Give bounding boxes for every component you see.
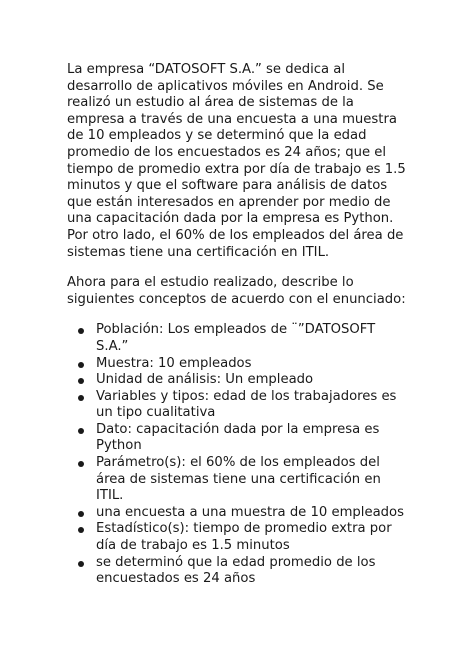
list-item-text: Dato: capacitación dada por la empresa es Python (96, 421, 380, 454)
list-item-text: Parámetro(s): el 60% de los empleados del área de sistemas tiene una certificación en ITIL. (96, 455, 381, 504)
bullet-icon (78, 395, 84, 401)
instruction-paragraph: Ahora para el estudio realizado, describe lo siguientes conceptos de acuerdo con el enunciado: (67, 275, 406, 307)
list-item (96, 422, 409, 455)
bullet-icon (78, 428, 84, 434)
bullet-icon (78, 561, 84, 567)
list-item-text: se determinó que la edad promedio de los encuestados es 24 años (96, 554, 376, 587)
bullet-icon (78, 511, 84, 517)
document-page (67, 62, 409, 588)
list-item-text: Muestra: 10 empleados (96, 355, 252, 371)
list-item (96, 455, 409, 505)
concepts-list (67, 322, 409, 588)
bullet-icon (78, 362, 84, 368)
list-item-text: Estadístico(s): tiempo de promedio extra por día de trabajo es 1.5 minutos (96, 521, 392, 554)
list-item-text: Variables y tipos: edad de los trabajadores es un tipo cualitativa (96, 388, 397, 421)
intro-paragraph: La empresa “DATOSOFT S.A.” se dedica al desarrollo de aplicativos móviles en Android. Se realizó un estudio al área de sistemas de la empresa a través de una encuesta a una muestra de 10 empleados y se determinó que la edad promedio de los encuestados es 24 años; que el tiempo de promedio extra por día de trabajo es 1.5 minutos y que el software para análisis de datos que están interesados en aprender por medio de una capacitación dada por la empresa es Python. Por otro lado, el 60% de los empleados del área de sistemas tiene una certificación en ITIL. (67, 62, 406, 260)
list-item (96, 555, 409, 588)
list-item (96, 389, 409, 422)
list-item-text: una encuesta a una muestra de 10 empleados (96, 504, 404, 520)
bullet-icon (78, 378, 84, 384)
list-item (96, 521, 409, 554)
bullet-icon (78, 461, 84, 467)
list-item (96, 505, 409, 522)
list-item-text: Unidad de análisis: Un empleado (96, 372, 314, 388)
list-item-text: Población: Los empleados de ¨”DATOSOFT S.A.” (96, 322, 376, 354)
list-item (96, 322, 409, 355)
bullet-icon (78, 527, 84, 533)
bullet-icon (78, 328, 84, 334)
list-item (96, 356, 409, 373)
list-item (96, 372, 409, 389)
